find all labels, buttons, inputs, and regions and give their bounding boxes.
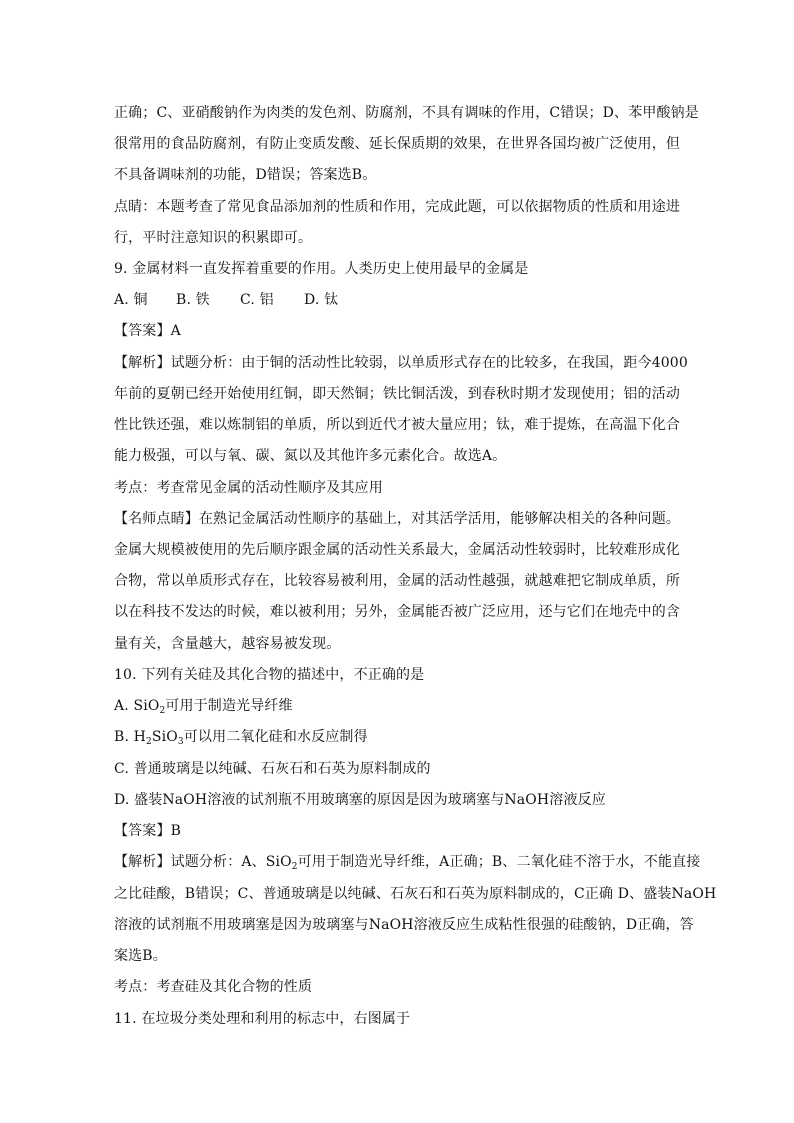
option-b-formula-start: B. H (114, 729, 146, 745)
option-d: D. 钛 (304, 292, 339, 308)
option-b: B. 铁 (176, 292, 210, 308)
question-10-option-d: D. 盛装NaOH溶液的试剂瓶不用玻璃塞的原因是因为玻璃塞与NaOH溶液反应 (114, 792, 606, 808)
question-10-option-b (114, 727, 680, 747)
analysis-text: 【解析】试题分析：A、SiO (114, 854, 292, 870)
mingshi-line-4: 以在科技不发达的时候，难以被利用；另外，金属能否被广泛应用，还与它们在地壳中的含 (114, 604, 680, 620)
answer-label: 【答案】 (114, 823, 171, 839)
option-a: A. 铜 (114, 292, 148, 308)
subscript: 2 (291, 862, 298, 872)
text-line-2: 很常用的食品防腐剂，有防止变质发酸、延长保质期的效果，在世界各国均被广泛使用，但 (114, 136, 680, 152)
question-9-analysis-2: 年前的夏朝已经开始使用红铜，即天然铜；铁比铜活泼，到春秋时期才发现使用；铝的活动 (114, 386, 680, 402)
answer-label: 【答案】 (114, 323, 171, 339)
question-10-kaodian: 考点：考查硅及其化合物的性质 (114, 979, 313, 995)
question-10-analysis-4: 案选B。 (114, 948, 167, 964)
text-line-1: 正确；C、亚硝酸钠作为肉类的发色剂、防腐剂，不具有调味的作用，C错误；D、苯甲酸钠是 (114, 105, 699, 121)
dianjing-line-2: 行，平时注意知识的积累即可。 (114, 230, 313, 246)
question-10-answer (114, 821, 680, 841)
question-9-analysis-1: 【解析】试题分析：由于铜的活动性比较弱，以单质形式存在的比较多，在我国，距今4000 (114, 355, 688, 371)
question-9-analysis-3: 性比铁还强，难以炼制铝的单质，所以到近代才被大量应用；钛，难于提炼，在高温下化合 (114, 417, 680, 433)
question-9-analysis-4: 能力极强，可以与氧、碳、氮以及其他许多元素化合。故选A。 (114, 448, 507, 464)
mingshi-line-5: 量有关，含量越大，越容易被发现。 (114, 636, 341, 652)
mingshi-line-2: 金属大规模被使用的先后顺序跟金属的活动性关系最大，金属活动性较弱时，比较难形成化 (114, 542, 680, 558)
subscript: 2 (146, 737, 152, 747)
question-9-kaodian: 考点：考查常见金属的活动性顺序及其应用 (114, 480, 383, 496)
option-c: C. 铝 (240, 292, 274, 308)
question-10-analysis-2: 之比硅酸，B错误；C、普通玻璃是以纯碱、石灰石和石英为原料制成的，C正确 D、盛装NaOH (114, 886, 717, 902)
question-10-stem: 10. 下列有关硅及其化合物的描述中，不正确的是 (114, 667, 425, 683)
analysis-text: 可用于制造光导纤维，A正确；B、二氧化硅不溶于水，不能直接 (297, 854, 701, 870)
option-a-formula: A. SiO (114, 698, 160, 714)
question-11-stem: 11. 在垃圾分类处理和利用的标志中，右图属于 (114, 1011, 411, 1027)
question-10-analysis-1 (114, 852, 701, 872)
dianjing-line-1: 点睛：本题考查了常见食品添加剂的性质和作用，完成此题，可以依据物质的性质和用途进 (114, 199, 680, 215)
option-a-text: 可用于制造光导纤维 (165, 698, 293, 714)
question-10-analysis-3: 溶液的试剂瓶不用玻璃塞是因为玻璃塞与NaOH溶液反应生成粘性很强的硅酸钠，D正确，答 (114, 917, 694, 933)
answer-value: A (170, 323, 181, 339)
subscript: 3 (177, 737, 184, 747)
question-9-options (114, 290, 680, 310)
question-9-stem: 9. 金属材料一直发挥着重要的作用。人类历史上使用最早的金属是 (114, 261, 529, 277)
option-b-formula-mid: SiO (151, 729, 178, 745)
answer-value: B (170, 823, 182, 839)
mingshi-line-1: 【名师点睛】在熟记金属活动性顺序的基础上，对其活学活用，能够解决相关的各种问题。 (114, 511, 680, 527)
mingshi-line-3: 合物，常以单质形式存在，比较容易被利用，金属的活动性越强，就越难把它制成单质，所 (114, 573, 680, 589)
question-10-option-c: C. 普通玻璃是以纯碱、石灰石和石英为原料制成的 (114, 761, 431, 777)
subscript: 2 (159, 706, 166, 716)
question-9-answer (114, 321, 680, 341)
option-b-text: 可以用二氧化硅和水反应制得 (183, 729, 368, 745)
question-10-option-a (114, 696, 680, 716)
text-line-3: 不具备调味剂的功能，D错误；答案选B。 (114, 167, 377, 183)
